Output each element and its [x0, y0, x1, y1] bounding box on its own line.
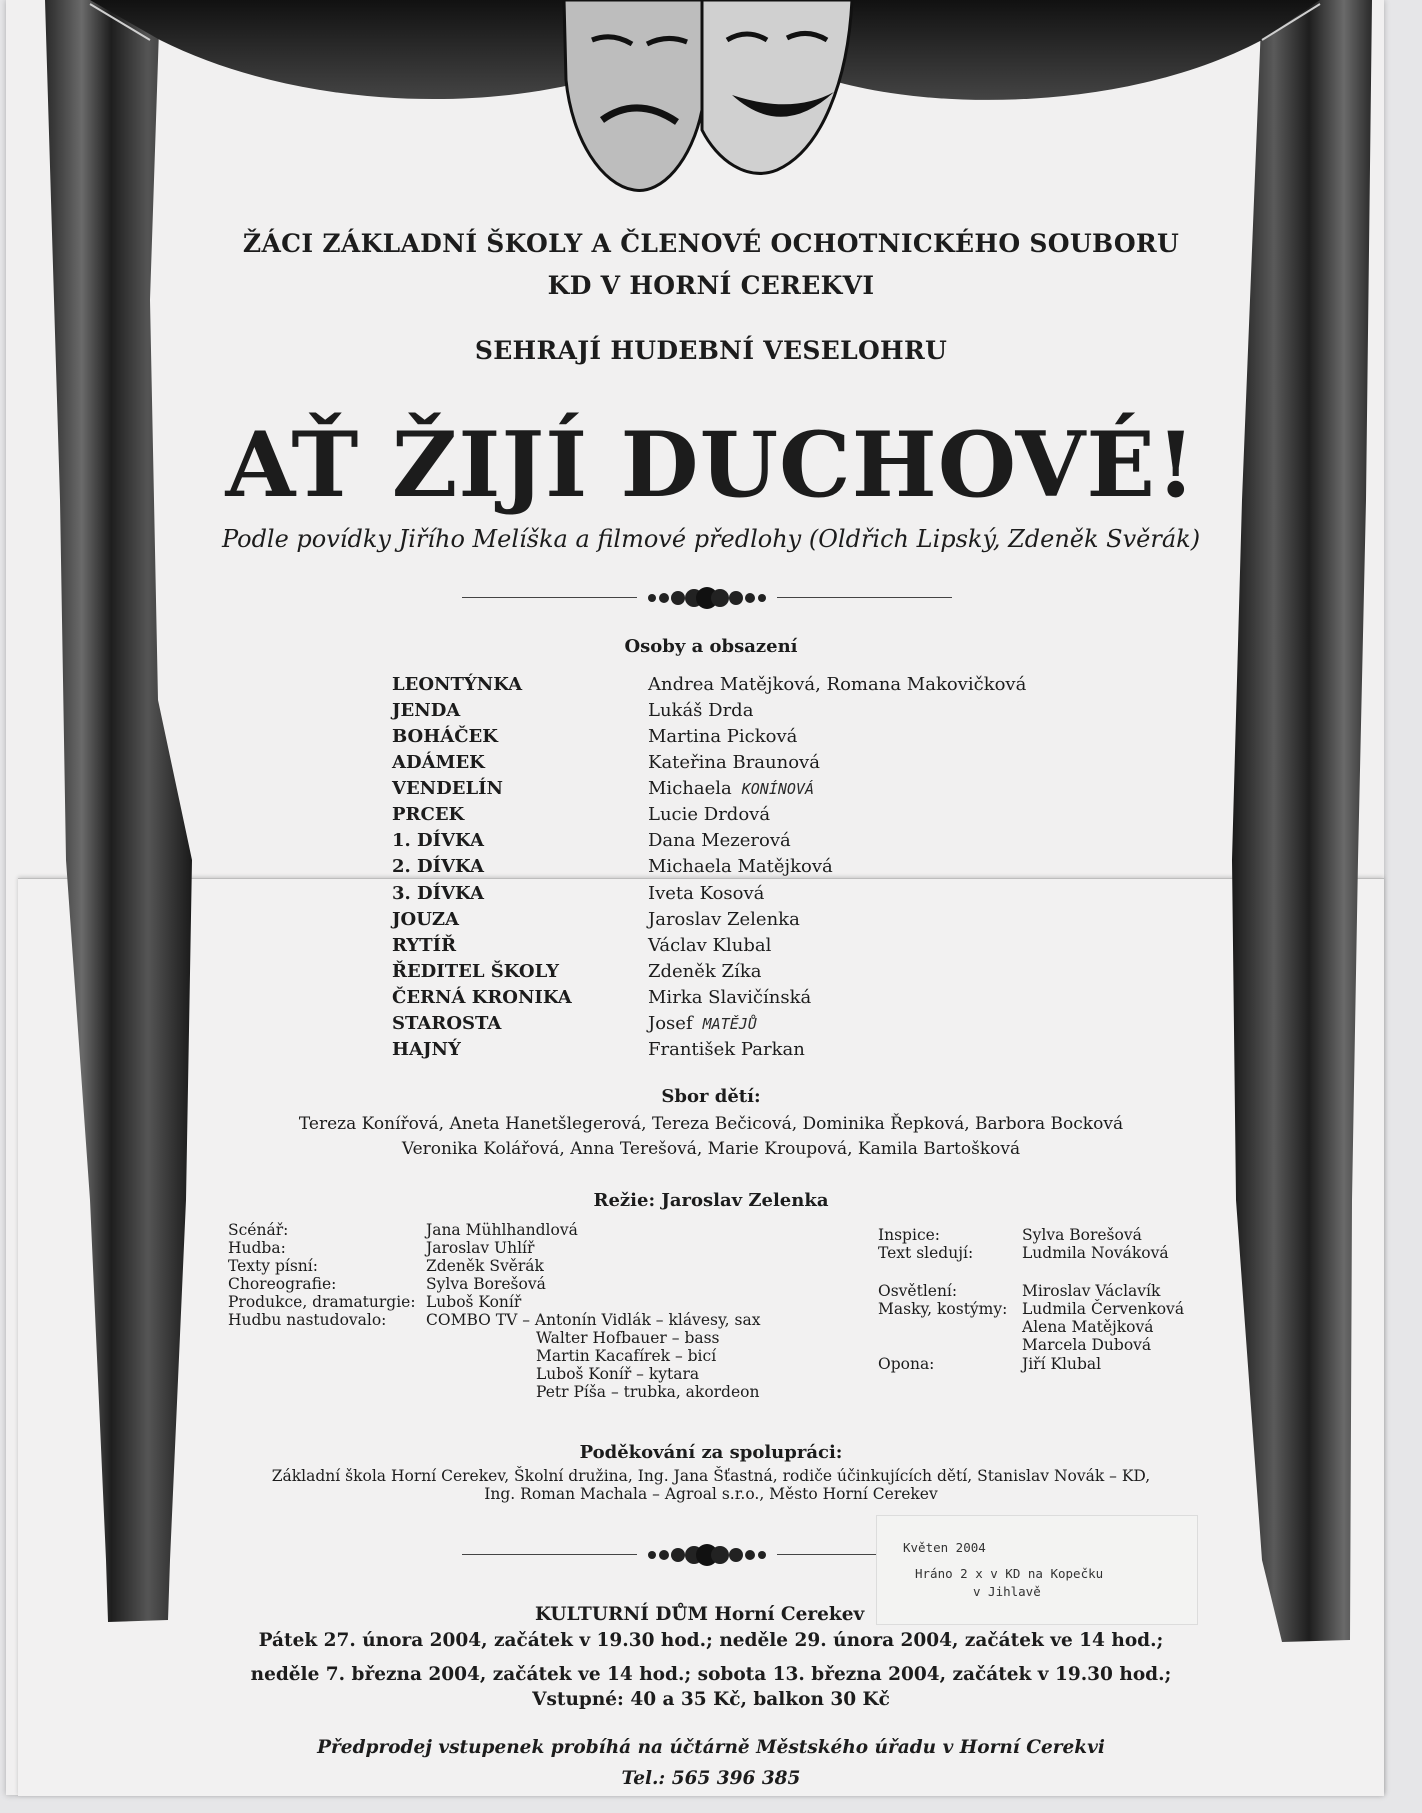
cast-actor-name: Mirka Slavičínská: [648, 987, 812, 1008]
cast-role: 2. DÍVKA: [392, 856, 484, 877]
cast-actor-name: Lukáš Drda: [648, 700, 754, 721]
credit-value: Sylva Borešová: [426, 1275, 546, 1293]
cast-actor-name: Zdeněk Zíka: [648, 961, 762, 982]
credit-label: Produkce, dramaturgie:: [228, 1293, 416, 1311]
choir-heading: Sbor dětí:: [661, 1086, 761, 1107]
cast-role: LEONTÝNKA: [392, 674, 523, 695]
credit-label: Scénář:: [228, 1221, 289, 1239]
cast-actor: [648, 1013, 757, 1034]
theater-masks-icon: [552, 0, 864, 200]
credit-label: Choreografie:: [228, 1275, 337, 1293]
stamp-line-1: Květen 2004: [903, 1540, 986, 1555]
credit-label: Masky, kostýmy:: [878, 1300, 1008, 1318]
cast-role: JOUZA: [392, 909, 459, 930]
thanks-line-1: Základní škola Horní Cerekev, Školní družina, Ing. Jana Šťastná, rodiče účinkujících dětí, Stanislav Novák – KD,: [271, 1467, 1151, 1485]
credit-value: Jiří Klubal: [1022, 1355, 1102, 1373]
cast-role: 1. DÍVKA: [392, 830, 484, 851]
left-valance: [90, 0, 590, 99]
cast-actor: [648, 726, 797, 747]
cast-actor-name: Martina Picková: [648, 726, 798, 747]
cast-role: JENDA: [392, 700, 461, 721]
cast-heading: Osoby a obsazení: [624, 636, 798, 657]
cast-actor-name: Jaroslav Zelenka: [648, 909, 800, 930]
header-line-2: KD V HORNÍ CEREKVI: [547, 271, 875, 300]
cast-role: RYTÍŘ: [392, 935, 457, 956]
credit-label: Texty písní:: [228, 1257, 318, 1275]
cast-role: BOHÁČEK: [392, 726, 498, 747]
cast-actor-name: Václav Klubal: [648, 935, 772, 956]
cast-actor-name: Dana Mezerová: [648, 830, 791, 851]
cast-actor-name: Kateřina Braunová: [648, 752, 820, 773]
handwritten-surname: MATĚJŮ: [702, 1015, 757, 1033]
credit-value: Jaroslav Uhlíř: [426, 1239, 535, 1257]
credit-label: Text sledují:: [878, 1244, 974, 1262]
band-member: Luboš Koníř – kytara: [536, 1365, 700, 1383]
cast-role: PRCEK: [392, 804, 465, 825]
direction: Režie: Jaroslav Zelenka: [593, 1190, 829, 1211]
venue-dates-2: neděle 7. března 2004, začátek ve 14 hod.; sobota 13. března 2004, začátek v 19.30 hod.;: [250, 1664, 1172, 1685]
cast-actor: [648, 700, 753, 721]
cast-actor: [648, 909, 800, 930]
band-member: Martin Kacafírek – bicí: [536, 1347, 717, 1365]
ornament-icon: [644, 584, 770, 612]
cast-role: ČERNÁ KRONIKA: [392, 987, 572, 1008]
stamp-line-2: Hráno 2 x v KD na Kopečku: [915, 1566, 1104, 1581]
cast-actor: [648, 856, 833, 877]
cast-actor-name: Andrea Matějková, Romana Makovičková: [648, 674, 1027, 695]
right-valance: [830, 0, 1320, 100]
cast-actor-name: Michaela Matějková: [648, 856, 833, 877]
cast-actor-name: František Parkan: [648, 1039, 805, 1060]
phone-number: Tel.: 565 396 385: [621, 1768, 801, 1789]
credit-label: Hudba:: [228, 1239, 286, 1257]
credit-value: Jana Mühlhandlová: [426, 1221, 578, 1239]
cast-role: ŘEDITEL ŠKOLY: [392, 961, 559, 982]
cast-actor: [648, 961, 761, 982]
presale-info: Předprodej vstupenek probíhá na účtárně Městského úřadu v Horní Cerekvi: [317, 1737, 1105, 1758]
thanks-line-2: Ing. Roman Machala – Agroal s.r.o., Město Horní Cerekev: [484, 1485, 938, 1503]
cast-actor-name: Iveta Kosová: [648, 883, 765, 904]
venue-dates-1: Pátek 27. února 2004, začátek v 19.30 hod.; neděle 29. února 2004, začátek ve 14 hod.;: [258, 1630, 1164, 1651]
credit-value: Ludmila Červenková: [1022, 1300, 1185, 1318]
credit-value: Marcela Dubová: [1022, 1336, 1152, 1354]
credit-label: Opona:: [878, 1355, 935, 1373]
credit-label: Osvětlení:: [878, 1282, 958, 1300]
cast-role: HAJNÝ: [392, 1039, 461, 1060]
credit-label: Inspice:: [878, 1226, 941, 1244]
stamp-line-3: v Jihlavě: [973, 1584, 1041, 1599]
cast-actor: [648, 935, 771, 956]
cast-role: STAROSTA: [392, 1013, 502, 1034]
choir-line-2: Veronika Kolářová, Anna Terešová, Marie Kroupová, Kamila Bartošková: [401, 1139, 1021, 1159]
cast-role: 3. DÍVKA: [392, 883, 484, 904]
cast-actor: [648, 1039, 805, 1060]
choir-line-1: Tereza Konířová, Aneta Hanetšlegerová, Tereza Bečicová, Dominika Řepková, Barbora Bocková: [298, 1114, 1124, 1134]
cast-actor-name: Josef: [648, 1013, 693, 1034]
credit-value: Zdeněk Svěrák: [426, 1257, 544, 1275]
credit-value: Sylva Borešová: [1022, 1226, 1142, 1244]
cast-actor: [648, 804, 770, 825]
play-subtitle: Podle povídky Jiřího Melíška a filmové předlohy (Oldřich Lipský, Zdeněk Svěrák): [221, 525, 1201, 553]
cast-actor: [648, 987, 811, 1008]
band-member: Petr Píša – trubka, akordeon: [536, 1383, 760, 1401]
cast-actor: [648, 752, 820, 773]
ornament-icon: [644, 1541, 770, 1569]
credit-value: Miroslav Václavík: [1022, 1282, 1161, 1300]
cast-actor: [648, 883, 764, 904]
cast-actor: [648, 778, 814, 799]
credit-value: COMBO TV – Antonín Vidlák – klávesy, sax: [426, 1311, 761, 1329]
cast-role: ADÁMEK: [392, 752, 485, 773]
credit-label: Hudbu nastudovalo:: [228, 1311, 387, 1329]
band-member: Walter Hofbauer – bass: [536, 1329, 720, 1347]
header-line-3: SEHRAJÍ HUDEBNÍ VESELOHRU: [474, 336, 948, 365]
ticket-prices: Vstupné: 40 a 35 Kč, balkon 30 Kč: [532, 1689, 890, 1710]
cast-actor: [648, 674, 1026, 695]
ornament-divider-top: [462, 584, 952, 612]
cast-actor: [648, 830, 791, 851]
credit-value: Ludmila Nováková: [1022, 1244, 1169, 1262]
cast-role: VENDELÍN: [392, 778, 503, 799]
archive-stamp-note: [876, 1515, 1198, 1625]
venue-name: KULTURNÍ DŮM Horní Cerekev: [535, 1604, 865, 1625]
handwritten-surname: KONÍNOVÁ: [741, 780, 814, 798]
credit-value: Alena Matějková: [1022, 1318, 1154, 1336]
thanks-heading: Poděkování za spolupráci:: [579, 1442, 843, 1463]
header-line-1: ŽÁCI ZÁKLADNÍ ŠKOLY A ČLENOVÉ OCHOTNICKÉHO SOUBORU: [242, 229, 1180, 258]
play-title: AŤ ŽIJÍ DUCHOVÉ!: [225, 412, 1197, 518]
cast-actor-name: Michaela: [648, 778, 732, 799]
cast-actor-name: Lucie Drdová: [648, 804, 771, 825]
credit-value: Luboš Koníř: [426, 1293, 522, 1311]
